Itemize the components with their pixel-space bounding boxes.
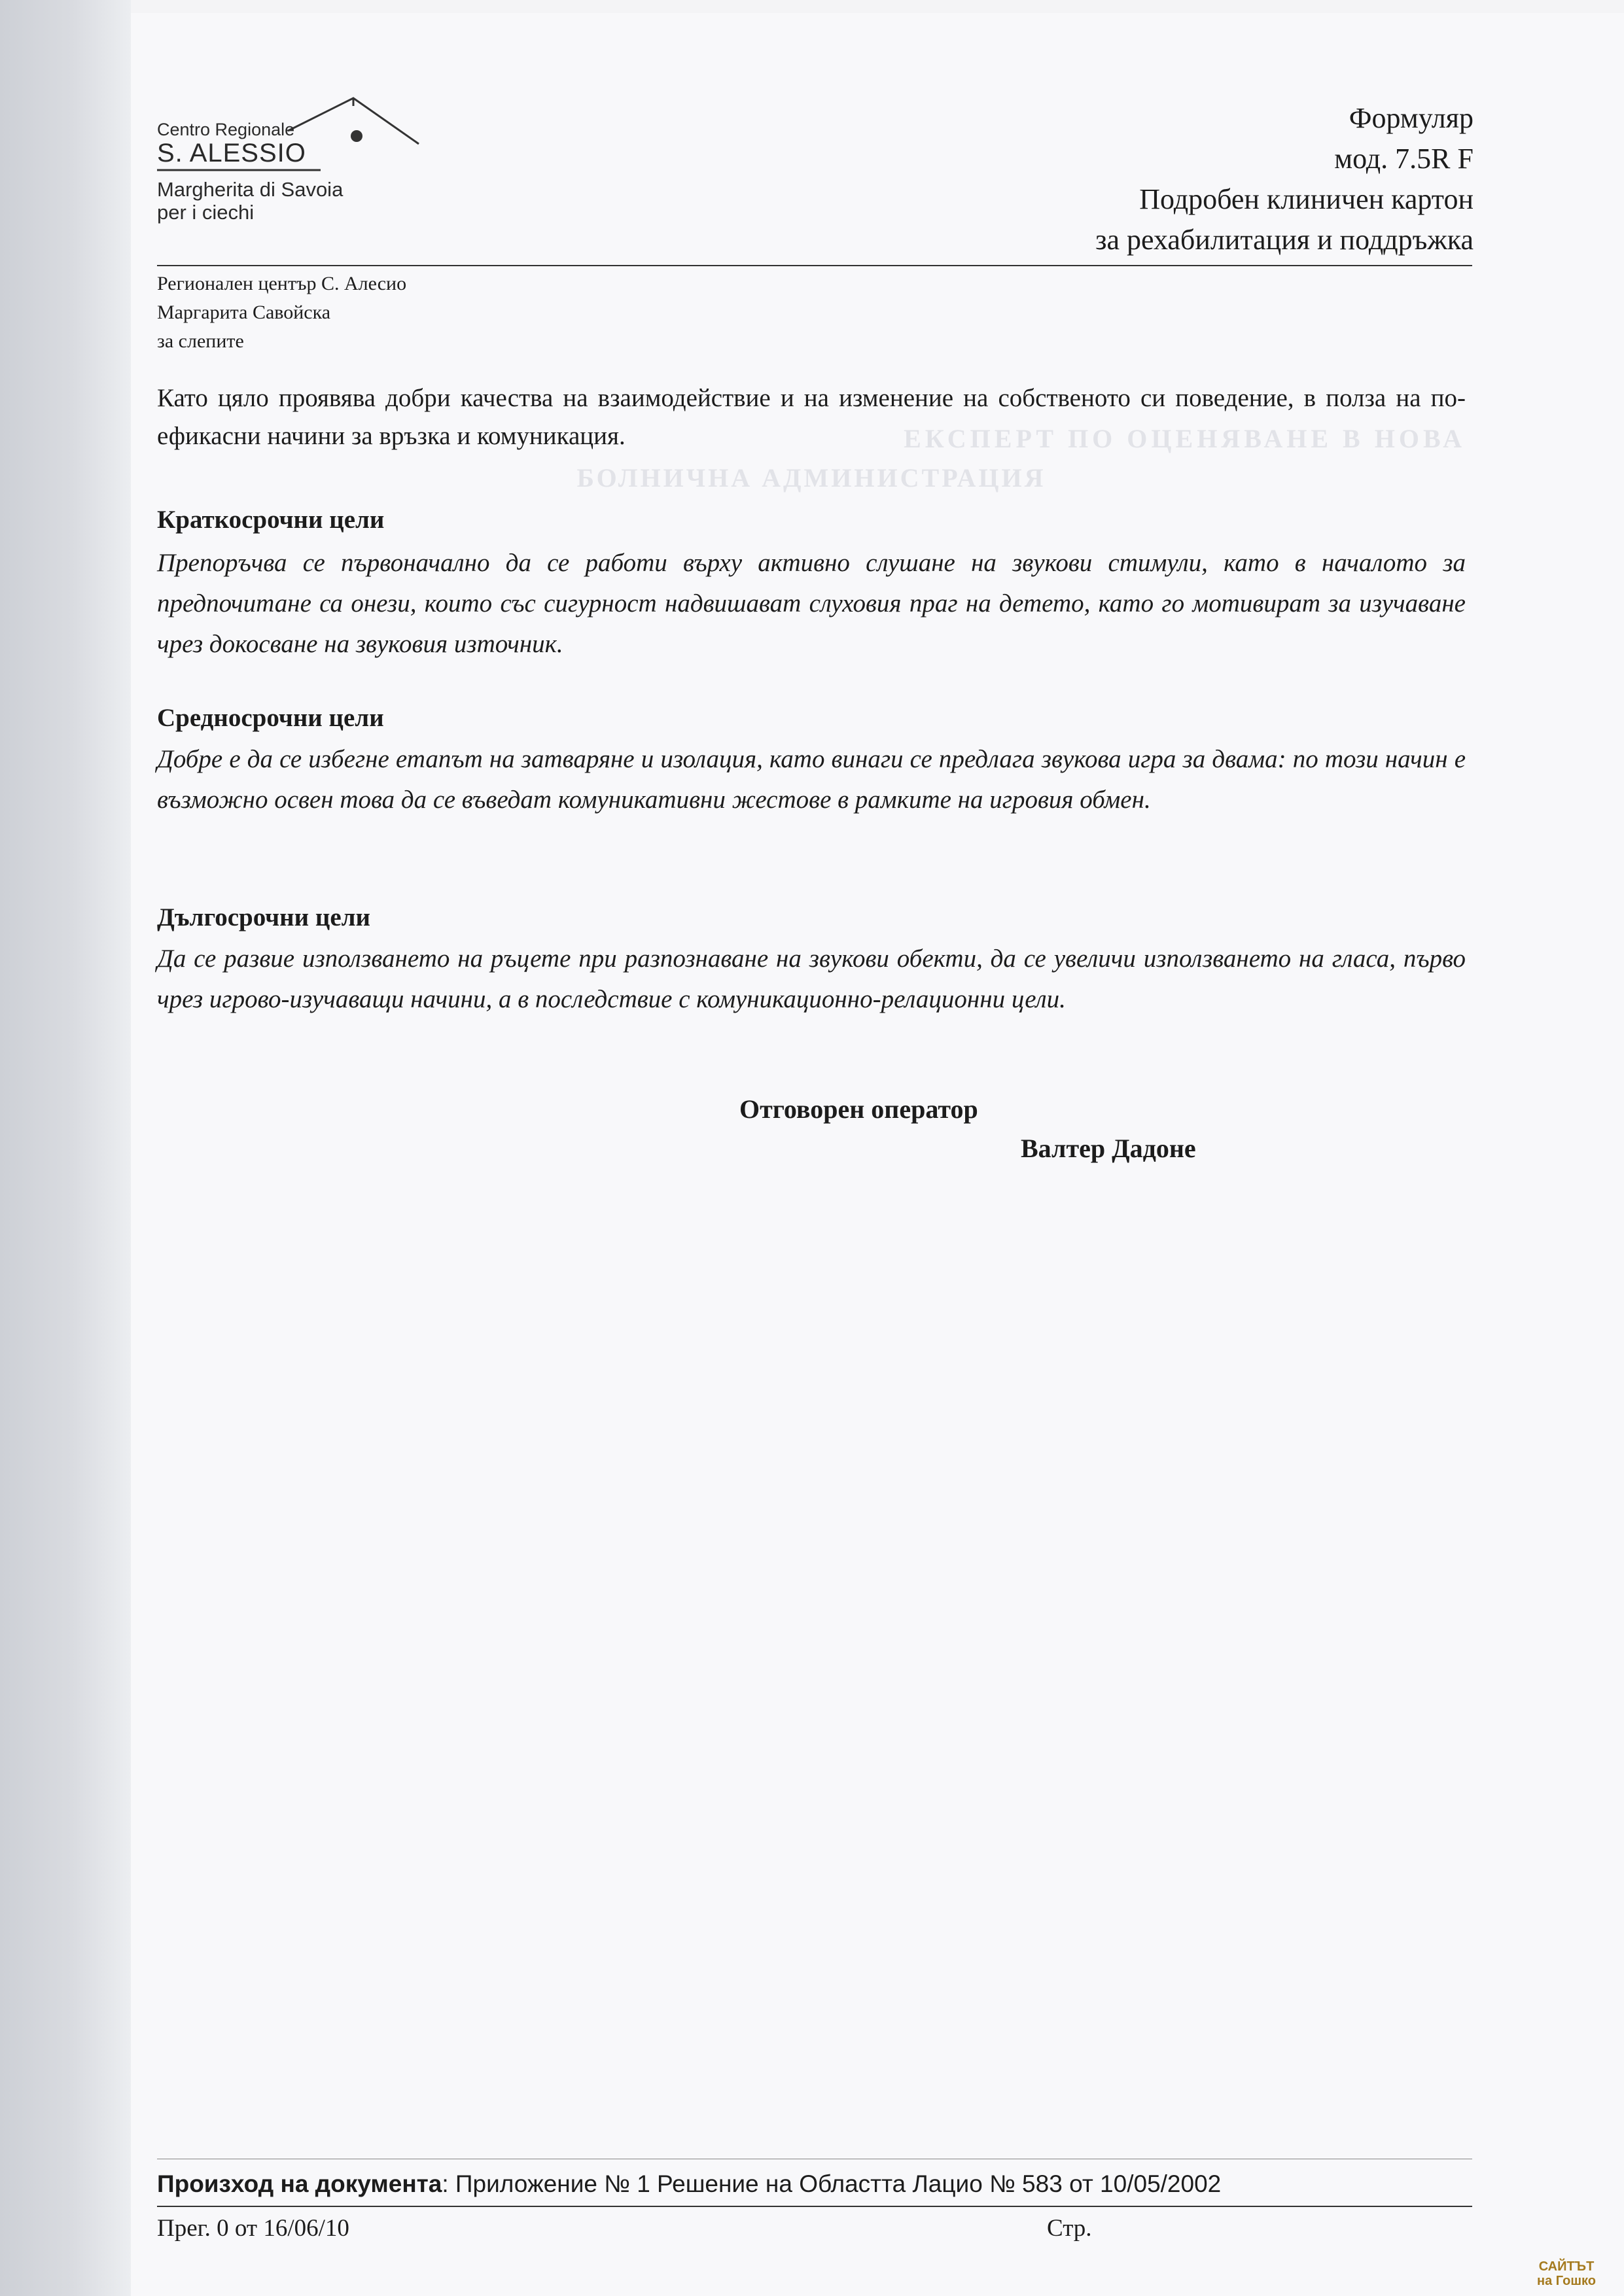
header-divider [157,265,1472,266]
form-header-line4: за рехабилитация и поддръжка [1095,224,1474,256]
long-term-text: Да се развие използването на ръцете при разпознаване на звукови обекти, да се увеличи използването на гласа, първо чрез игрово-изучаващи начини, а в последствие с комуникационно-релационни цели. [157,945,1466,1013]
logo-text-line1: Centro Regionale [157,120,295,139]
document-origin [157,2170,1221,2198]
mid-term-title: Средносрочни цели [157,704,384,732]
org-translation-line3: за слепите [157,330,244,352]
short-term-text: Препоръчва се първоначално да се работи върху активно слушане на звукови стимули, като в началото за предпочитане са онези, които със сигурност надвишават слуховия праг на детето, като го мотивират за изучаване чрез докосване на звуковия източник. [157,549,1466,658]
footer-divider-2 [157,2206,1472,2207]
mid-term-text: Добре е да се избегне етапът на затваряне и изолация, като винаги се предлага звукова игра за двама: по този начин е възможно освен това да се въведат комуникативни жестове в рамките на игровия обмен. [157,745,1466,814]
responsible-operator-label: Отговорен оператор [739,1094,978,1124]
scan-shadow [0,0,131,2296]
operator-name: Валтер Дадоне [1021,1134,1196,1163]
form-header-line3: Подробен клиничен картон [1139,183,1474,215]
org-translation-line2: Маргарита Савойска [157,302,331,323]
site-watermark [1521,2259,1612,2288]
revision-info: Прег. 0 от 16/06/10 [157,2215,349,2242]
bleedthrough-heading-1: ЕКСПЕРТ ПО ОЦЕНЯВАНЕ В НОВА [904,424,1466,453]
document-origin-label: Произход на документа [157,2170,442,2197]
logo-text-line3: Margherita di Savoia [157,178,344,201]
logo-text-line2: S. ALESSIO [157,139,306,167]
short-term-title: Краткосрочни цели [157,506,385,534]
watermark-line1: САЙТЪТ [1538,2259,1595,2274]
form-header-line2: мод. 7.5R F [1334,143,1474,175]
long-term-title: Дългосрочни цели [157,903,370,931]
org-translation-line1: Регионален център С. Алесио [157,273,407,294]
org-translation [157,270,406,356]
form-header [1095,98,1474,260]
logo-text-line4: per i ciechi [157,201,255,224]
form-header-line1: Формуляр [1349,102,1474,134]
watermark-line2: на Гошко [1537,2274,1596,2288]
document-origin-value: : Приложение № 1 Решение на Областта Лацио № 583 от 10/05/2002 [442,2170,1222,2197]
page-label: Стр. [1047,2215,1092,2242]
intro-paragraph: Като цяло проявява добри качества на взаимодействие и на изменение на собственото си поведение, в полза на по-ефикасни начини за връзка и комуникация. [157,384,1466,450]
bleedthrough-heading-2: БОЛНИЧНА АДМИНИСТРАЦИЯ [576,463,1046,493]
